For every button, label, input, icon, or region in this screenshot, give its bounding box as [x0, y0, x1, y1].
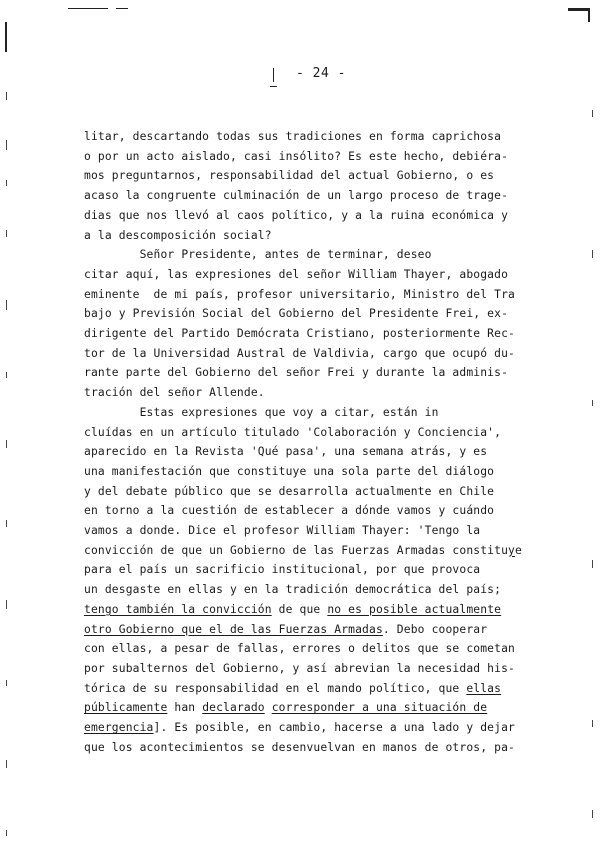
text-segment: para el país un sacrificio institucional, por que provoca: [84, 563, 481, 577]
text-line: [84, 248, 432, 262]
text-line: [84, 662, 515, 676]
text-line: [84, 307, 508, 321]
text-segment: por subalternos del Gobierno, y así abrevian la necesidad his-: [84, 661, 515, 675]
text-line: [84, 347, 515, 361]
text-line: [84, 288, 515, 302]
text-line: [84, 741, 515, 755]
text-segment: tración del señor Allende.: [84, 386, 265, 400]
text-segment: cluídas en un artículo titulado 'Colaboración y Conciencia',: [84, 425, 502, 439]
text-segment: y del debate público que se desarrolla actualmente en Chile: [84, 484, 495, 498]
text-segment: litar, descartando todas sus tradiciones en forma caprichosa: [84, 130, 502, 143]
text-segment: un desgaste en ellas y en la tradición democrática del país;: [84, 583, 502, 597]
text-line: [84, 465, 494, 479]
text-segment: e: [514, 543, 522, 557]
text-segment: . Debo cooperar: [382, 622, 488, 636]
text-line: [84, 386, 265, 400]
text-line: [84, 485, 494, 499]
top-right-corner-mark: [588, 8, 590, 22]
underlined-text: no es posible actualmente: [327, 602, 502, 616]
text-segment: aparecido en la Revista 'Qué pasa', una semana atrás, y es: [84, 445, 488, 459]
top-left-scan-mark: [68, 8, 108, 9]
text-segment: ]. Es posible, en cambio, hacerse a una lado y dejar: [153, 721, 515, 734]
text-line: [84, 426, 501, 440]
text-segment: una manifestación que constituye una sola parte del diálogo: [84, 464, 495, 478]
text-line: [84, 563, 480, 577]
text-line: [84, 721, 515, 735]
text-line: [84, 229, 272, 243]
page-number: - 24 -: [296, 66, 346, 81]
top-left-scan-mark-2: [116, 8, 128, 9]
text-line: [84, 603, 501, 617]
text-segment: [265, 701, 272, 714]
text-line: [84, 169, 494, 183]
underlined-text: públicamente: [84, 701, 168, 715]
text-line: [84, 504, 494, 518]
text-segment: a la descomposición social?: [84, 228, 272, 242]
page-number-tick-foot: [270, 86, 277, 87]
text-segment: tor de la Universidad Austral de Valdivia, cargo que ocupó du-: [84, 346, 515, 360]
text-segment: vamos a donde. Dice el profesor William Thayer: 'Tengo la: [84, 524, 481, 537]
text-line: [84, 524, 480, 538]
text-segment: bajo y Previsión Social del Gobierno del Presidente Frei, ex-: [84, 307, 509, 321]
text-line: [84, 209, 508, 223]
text-segment: que los acontecimientos se desenvuelvan en manos de otros, pa-: [84, 740, 515, 754]
text-segment: han: [167, 701, 203, 715]
text-segment: Estas expresiones que voy a citar, están in: [84, 405, 439, 419]
text-segment: citar aquí, las expresiones del señor William Thayer, abogado: [84, 267, 509, 281]
text-line: [84, 130, 501, 144]
top-right-scan-mark: [568, 8, 590, 11]
text-segment: rante parte del Gobierno del señor Frei y durante la adminis-: [84, 366, 509, 380]
left-edge-binding-mark: [5, 22, 7, 52]
text-segment: de que: [271, 602, 328, 616]
text-segment: dias que nos llevó al caos político, y a la ruina económica y: [84, 208, 509, 222]
text-segment: mos preguntarnos, responsabilidad del actual Gobierno, o es: [84, 169, 495, 183]
text-line: [84, 642, 515, 656]
underlined-text: tengo también la convicción: [84, 602, 272, 616]
text-line: [84, 682, 501, 696]
text-segment: convicción de que un Gobierno de las Fuerzas Armadas constitu: [84, 543, 509, 557]
text-segment: o por un acto aislado, casi insólito? Es este hecho, debiéra-: [84, 149, 509, 163]
underlined-text: declarado: [202, 701, 265, 715]
underlined-text: ellas: [466, 681, 502, 695]
text-line: [84, 544, 522, 558]
text-line: [84, 583, 501, 597]
text-line: [84, 327, 515, 341]
text-segment: con ellas, a pesar de fallas, errores o delitos que se cometan: [84, 642, 515, 656]
text-line: [84, 366, 508, 380]
text-line: [84, 189, 508, 203]
underlined-text: y: [508, 543, 515, 557]
text-segment: eminente de mi país, profesor universitario, Ministro del Tra: [84, 287, 515, 301]
text-segment: Señor Presidente, antes de terminar, deseo: [84, 248, 432, 262]
text-line: [84, 406, 439, 420]
text-line: [84, 623, 487, 637]
text-line: [84, 445, 487, 459]
text-segment: tórica de su responsabilidad en el mando político, que: [84, 681, 467, 695]
text-segment: acaso la congruente culminación de un largo proceso de trage-: [84, 189, 509, 203]
text-segment: dirigente del Partido Demócrata Cristiano, posteriormente Rec-: [84, 327, 515, 340]
underlined-text: otro Gobierno que el de las Fuerzas Armadas: [84, 622, 383, 636]
underlined-text: corresponder a una situación de: [271, 701, 488, 715]
page-number-tick: [273, 68, 274, 82]
text-line: [84, 268, 508, 282]
text-line: [84, 150, 508, 164]
text-segment: en torno a la cuestión de establecer a dónde vamos y cuándo: [84, 504, 495, 518]
text-line: [84, 701, 487, 715]
underlined-text: emergencia: [84, 721, 154, 734]
